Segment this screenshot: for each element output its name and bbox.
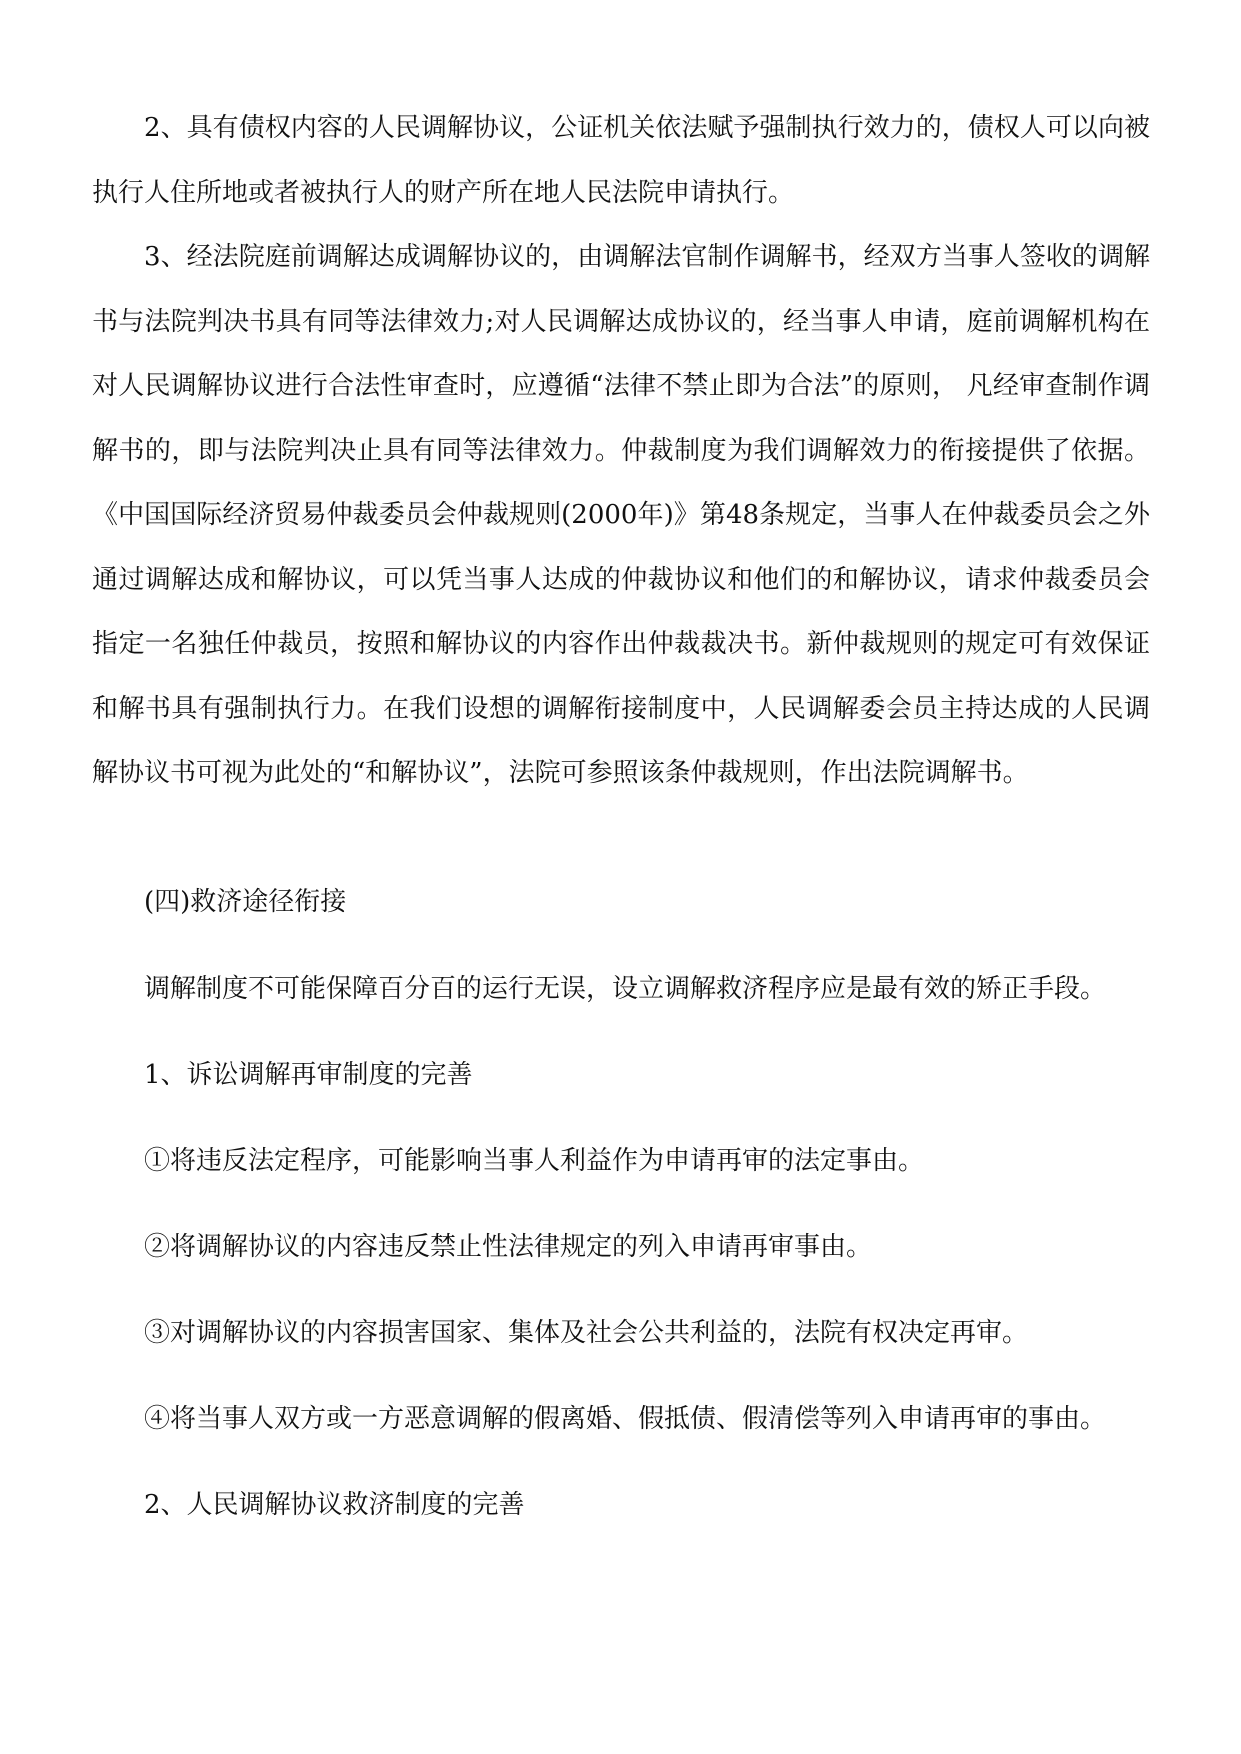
list-item-4: ④将当事人双方或一方恶意调解的假离婚、假抵债、假清偿等列入申请再审的事由。 xyxy=(144,1404,1107,1434)
paragraph-enforcement-notarized: 2、具有债权内容的人民调解协议，公证机关依法赋予强制执行效力的，债权人可以向被执行人住所地或者被执行人的财产所在地人民法院申请执行。 xyxy=(92,113,1150,208)
paragraph-court-mediation: 3、经法院庭前调解达成调解协议的，由调解法官制作调解书，经双方当事人签收的调解书与法院判决书具有同等法律效力;对人民调解达成协议的，经当事人申请，庭前调解机构在对人民调解协议进行合法性审查时，应遵循“法律不禁止即为合法”的原则， 凡经审查制作调解书的，即与法院判决止具有同等法律效力。仲裁制度为我们调解效力的衔接提供了依据。《中国国际经济贸易仲裁委员会仲裁规则(2000年)》第48条规定，当事人在仲裁委员会之外通过调解达成和解协议，可以凭当事人达成的仲裁协议和他们的和解协议，请求仲裁委员会指定一名独任仲裁员，按照和解协议的内容作出仲裁裁决书。新仲裁规则的规定可有效保证和解书具有强制执行力。在我们设想的调解衔接制度中，人民调解委会员主持达成的人民调解协议书可视为此处的“和解协议”，法院可参照该条仲裁规则，作出法院调解书。 xyxy=(92,242,1150,788)
paragraph-remedy-intro: 调解制度不可能保障百分百的运行无误，设立调解救济程序应是最有效的矫正手段。 xyxy=(144,974,1107,1004)
subheading-litigation-retrial: 1、诉讼调解再审制度的完善 xyxy=(144,1060,473,1090)
list-item-1: ①将违反法定程序，可能影响当事人利益作为申请再审的法定事由。 xyxy=(144,1146,925,1176)
subheading-people-mediation-remedy: 2、人民调解协议救济制度的完善 xyxy=(144,1490,525,1520)
section-heading-remedy: (四)救济途径衔接 xyxy=(144,887,347,917)
list-item-3: ③对调解协议的内容损害国家、集体及社会公共利益的，法院有权决定再审。 xyxy=(144,1318,1029,1348)
list-item-2: ②将调解协议的内容违反禁止性法律规定的列入申请再审事由。 xyxy=(144,1232,873,1262)
